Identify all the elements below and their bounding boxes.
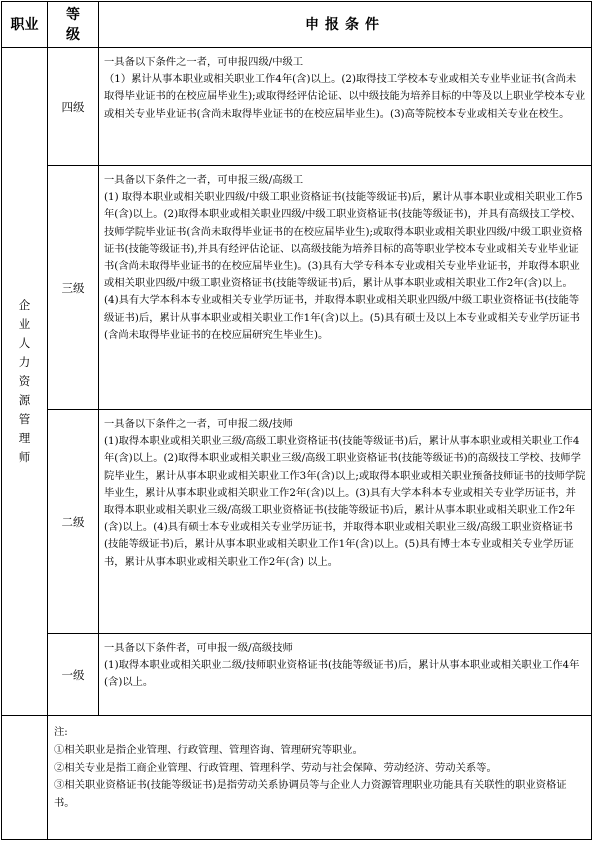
note-item: ①相关职业是指企业管理、行政管理、管理咨询、管理研究等职业。 bbox=[54, 743, 363, 756]
conditions-cell bbox=[99, 166, 592, 410]
row-level-4 bbox=[2, 48, 592, 166]
condition-heading: 一具备以下条件者，可申报一级/高级技师 bbox=[104, 642, 293, 654]
condition-heading: 一具备以下条件之一者，可申报四级/中级工 bbox=[104, 56, 304, 68]
level-cell: 二级 bbox=[48, 410, 99, 634]
note-item: ②相关专业是指工商企业管理、行政管理、管理科学、劳动与社会保障、劳动经济、劳动关系等。 bbox=[54, 761, 497, 774]
occupation-char: 源 bbox=[18, 393, 31, 407]
notes-cell bbox=[48, 716, 592, 840]
occupation-char: 企 bbox=[18, 298, 31, 312]
conditions-cell bbox=[99, 634, 592, 716]
header-level-text: 等级 bbox=[66, 6, 80, 43]
condition-text: (1) 取得本职业或相关职业四级/中级工职业资格证书(技能等级证书)后，累计从事本职业或相关职业工作5年(含)以上。(2)取得本职业或相关职业四级/中级工职业资格证书(技能等级证书)，并具有高级技工学校、技师学院毕业证书(含尚未取得毕业证书的在校应届毕业生);或取得本职业或相关职业四级/中级工职业资格证书(技能等级证书),并具有经评估论证、以高级技能为培养目标的高等职业学校本专业或相关专业毕业证书(含尚未取得毕业证书的在校应届毕业生)。(3)具有大学专科本专业或相关专业毕业证书，并取得本职业或相关职业四级/中级工职业资格证书(技能等级证书)后，累计从事本职业或相关职业工作2年(含)以上。(4)具有大学本科本专业或相关专业学历证书，并取得本职业或相关职业四级/中级工职业资格证书(技能等级证书)后，累计从事本职业或相关职业工作1年(含)以上。(5)具有硕士及以上本专业或相关专业学历证书(含尚未取得毕业证书的在校应届研究生毕业生)。 bbox=[104, 191, 583, 341]
row-level-2 bbox=[2, 410, 592, 634]
level-cell: 四级 bbox=[48, 48, 99, 166]
condition-text: (1)取得本职业或相关职业三级/高级工职业资格证书(技能等级证书)后，累计从事本职业或相关职业工作4年(含)以上。(2)取得本职业或相关职业三级/高级工职业资格证书(技能等级证书)的高级技工学校、技师学院毕业生，累计从事本职业或相关职业工作3年(含)以上;或取得本职业或相关职业预备技师证书的技师学院毕业生，累计从事本职业或相关职业工作2年(含)以上。(3)具有大学本科本专业或相关专业学历证书，并取得本职业或相关职业三级/高级工职业资格证书(技能等级证书)后，累计从事本职业或相关职业工作2年(含)以上。(4)具有硕士本专业或相关专业学历证书，并取得本职业或相关职业三级/高级工职业资格证书(技能等级证书)后，累计从事本职业或相关职业工作1年(含)以上。(5)具有博士本专业或相关专业学历证书，累计从事本职业或相关职业工作2年(含) 以上。 bbox=[104, 435, 586, 568]
row-level-3 bbox=[2, 166, 592, 410]
occupation-cell bbox=[2, 48, 48, 716]
qualification-table bbox=[1, 1, 592, 840]
header-occupation bbox=[2, 2, 48, 48]
occupation-char: 资 bbox=[18, 374, 31, 388]
notes-spacer bbox=[2, 716, 48, 840]
header-conditions: 申报条件 bbox=[99, 2, 592, 48]
occupation-char: 人 bbox=[18, 336, 31, 350]
notes-row bbox=[2, 716, 592, 840]
header-occupation-text: 职业 bbox=[10, 16, 39, 33]
header-level bbox=[48, 2, 99, 48]
notes-title: 注: bbox=[54, 726, 68, 738]
occupation-char: 师 bbox=[18, 450, 31, 464]
conditions-cell bbox=[99, 48, 592, 166]
condition-heading: 一具备以下条件之一者，可申报二级/技师 bbox=[104, 418, 293, 430]
level-cell: 三级 bbox=[48, 166, 99, 410]
level-cell: 一级 bbox=[48, 634, 99, 716]
conditions-cell bbox=[99, 410, 592, 634]
occupation-char: 业 bbox=[18, 317, 31, 331]
occupation-char: 力 bbox=[18, 355, 31, 369]
condition-text: (1)取得本职业或相关职业二级/技师职业资格证书(技能等级证书)后，累计从事本职业或相关职业工作4年(含)以上。 bbox=[104, 659, 580, 689]
condition-heading: 一具备以下条件之一者，可申报三级/高级工 bbox=[104, 174, 304, 186]
condition-text: （1）累计从事本职业或相关职业工作4年(含)以上。(2)取得技工学校本专业或相关专业毕业证书(含尚未取得毕业证书的在校应届毕业生);或取得经评估论证、以中级技能为培养目标的中等及以上职业学校本专业或相关专业毕业证书(含尚未取得毕业证书的在校应届毕业生)。(3)高等院校本专业或相关专业在校生。 bbox=[104, 73, 586, 120]
note-item: ③相关职业资格证书(技能等级证书)是指劳动关系协调员等与企业人力资源管理职业功能具有关联性的职业资格证书。 bbox=[54, 779, 567, 810]
header-row bbox=[2, 2, 592, 48]
occupation-char: 管 bbox=[18, 412, 31, 426]
occupation-char: 理 bbox=[18, 431, 31, 445]
row-level-1 bbox=[2, 634, 592, 716]
